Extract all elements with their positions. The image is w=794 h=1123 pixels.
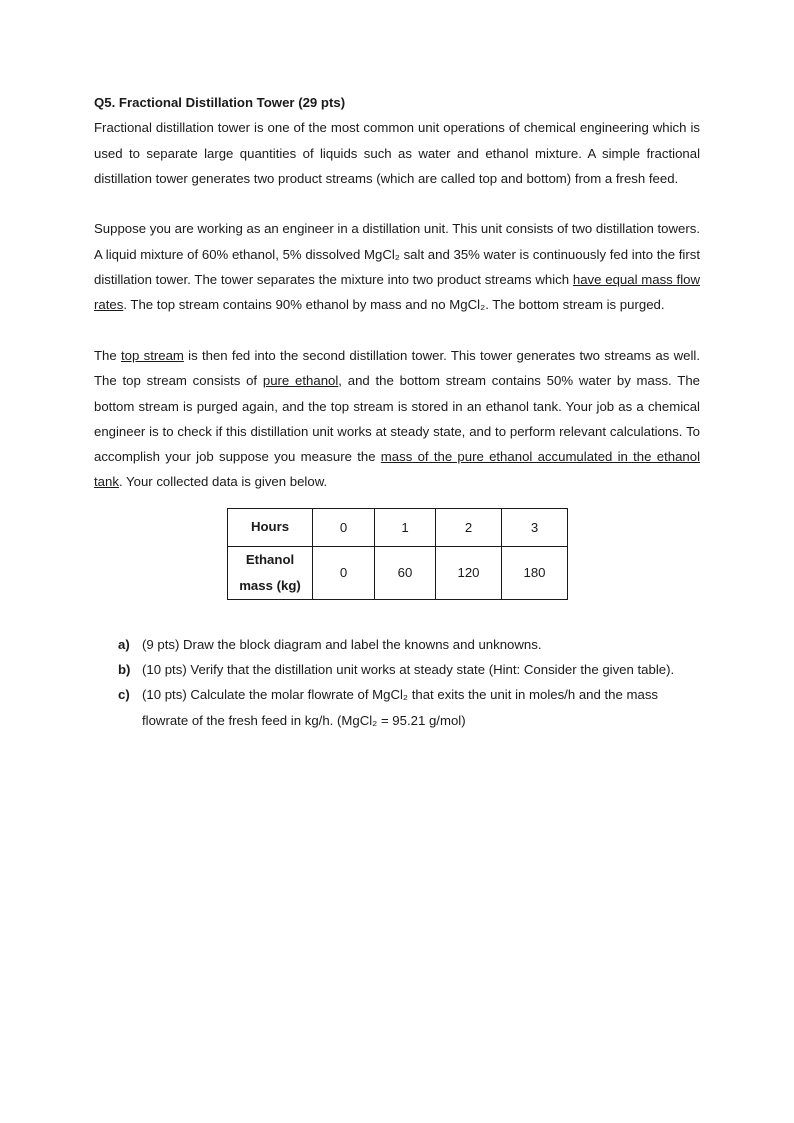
question-item-a xyxy=(94,632,700,657)
intro-paragraph xyxy=(94,115,700,191)
question-text: (10 pts) Verify that the distillation unit works at steady state (Hint: Consider the given table). xyxy=(142,662,675,678)
unit-text-1: Suppose you are working as an engineer in a distillation unit. This unit consists of two distillation towers. A liquid mixture of 60% ethanol, 5% dissolved MgCl₂ salt and 35% water is continuously fed into the first distillation tower. The tower separates the mixture into two product streams which xyxy=(94,221,700,288)
document-page xyxy=(94,90,700,733)
mass-header-line2: mass (kg) xyxy=(239,577,301,593)
tower-text-3: , and the bottom stream contains 50% water by mass. The bottom stream is purged again, and the top stream is stored in an ethanol tank. Your job as a chemical engineer is to check if this distillation unit works at steady state, and to perform relevant calculations. To accomplish your job suppose you measure the xyxy=(94,373,700,465)
question-item-c xyxy=(94,682,700,733)
question-item-b xyxy=(94,657,700,682)
pure-ethanol-underline: pure ethanol xyxy=(262,373,339,389)
unit-text-2: . The top stream contains 90% ethanol by mass and no MgCl₂. The bottom stream is purged. xyxy=(123,297,665,313)
tower-text-4: . Your collected data is given below. xyxy=(118,474,328,490)
hours-header-cell: Hours xyxy=(228,508,313,546)
second-tower-paragraph xyxy=(94,343,700,495)
mass-cell: 120 xyxy=(436,546,502,599)
top-stream-underline: top stream xyxy=(121,347,184,363)
question-list xyxy=(94,632,700,733)
tower-text-2: is then fed into the second distillation tower. This tower generates two streams as well. The top stream consists of xyxy=(94,347,700,389)
mass-cell: 0 xyxy=(313,546,375,599)
paragraph-gap xyxy=(94,318,700,343)
mass-cell: 180 xyxy=(502,546,568,599)
mass-ethanol-underline: mass of the pure ethanol accumulated in the ethanol tank xyxy=(94,449,700,490)
paragraph-gap xyxy=(94,191,700,216)
question-label: c) xyxy=(118,687,130,703)
mass-header-line1: Ethanol xyxy=(245,551,295,567)
table-row-hours xyxy=(228,508,568,546)
hours-cell: 2 xyxy=(436,508,502,546)
question-text: (10 pts) Calculate the molar flowrate of MgCl₂ that exits the unit in moles/h and the mass flowrate of the fresh feed in kg/h. (MgCl₂ = 95.21 g/mol) xyxy=(142,687,659,728)
hours-cell: 1 xyxy=(375,508,436,546)
hours-cell: 0 xyxy=(313,508,375,546)
intro-text: Fractional distillation tower is one of the most common unit operations of chemical engineering which is used to separate large quantities of liquids such as water and ethanol mixture. A simple fractional distillation tower generates two product streams (which are called top and bottom) from a fresh feed. xyxy=(94,120,700,186)
hours-cell: 3 xyxy=(502,508,568,546)
question-text: (9 pts) Draw the block diagram and label the knowns and unknowns. xyxy=(142,636,542,652)
mass-cell: 60 xyxy=(375,546,436,599)
mass-header-cell xyxy=(228,546,313,599)
ethanol-data-table xyxy=(227,508,568,600)
equal-flow-underline: have equal mass flow rates xyxy=(94,272,700,313)
question-title: Q5. Fractional Distillation Tower (29 pts) xyxy=(94,95,346,110)
question-label: b) xyxy=(118,662,131,678)
unit-description-paragraph xyxy=(94,216,700,317)
table-row-mass xyxy=(228,546,568,599)
tower-text-1: The xyxy=(94,347,121,363)
question-label: a) xyxy=(118,636,130,652)
